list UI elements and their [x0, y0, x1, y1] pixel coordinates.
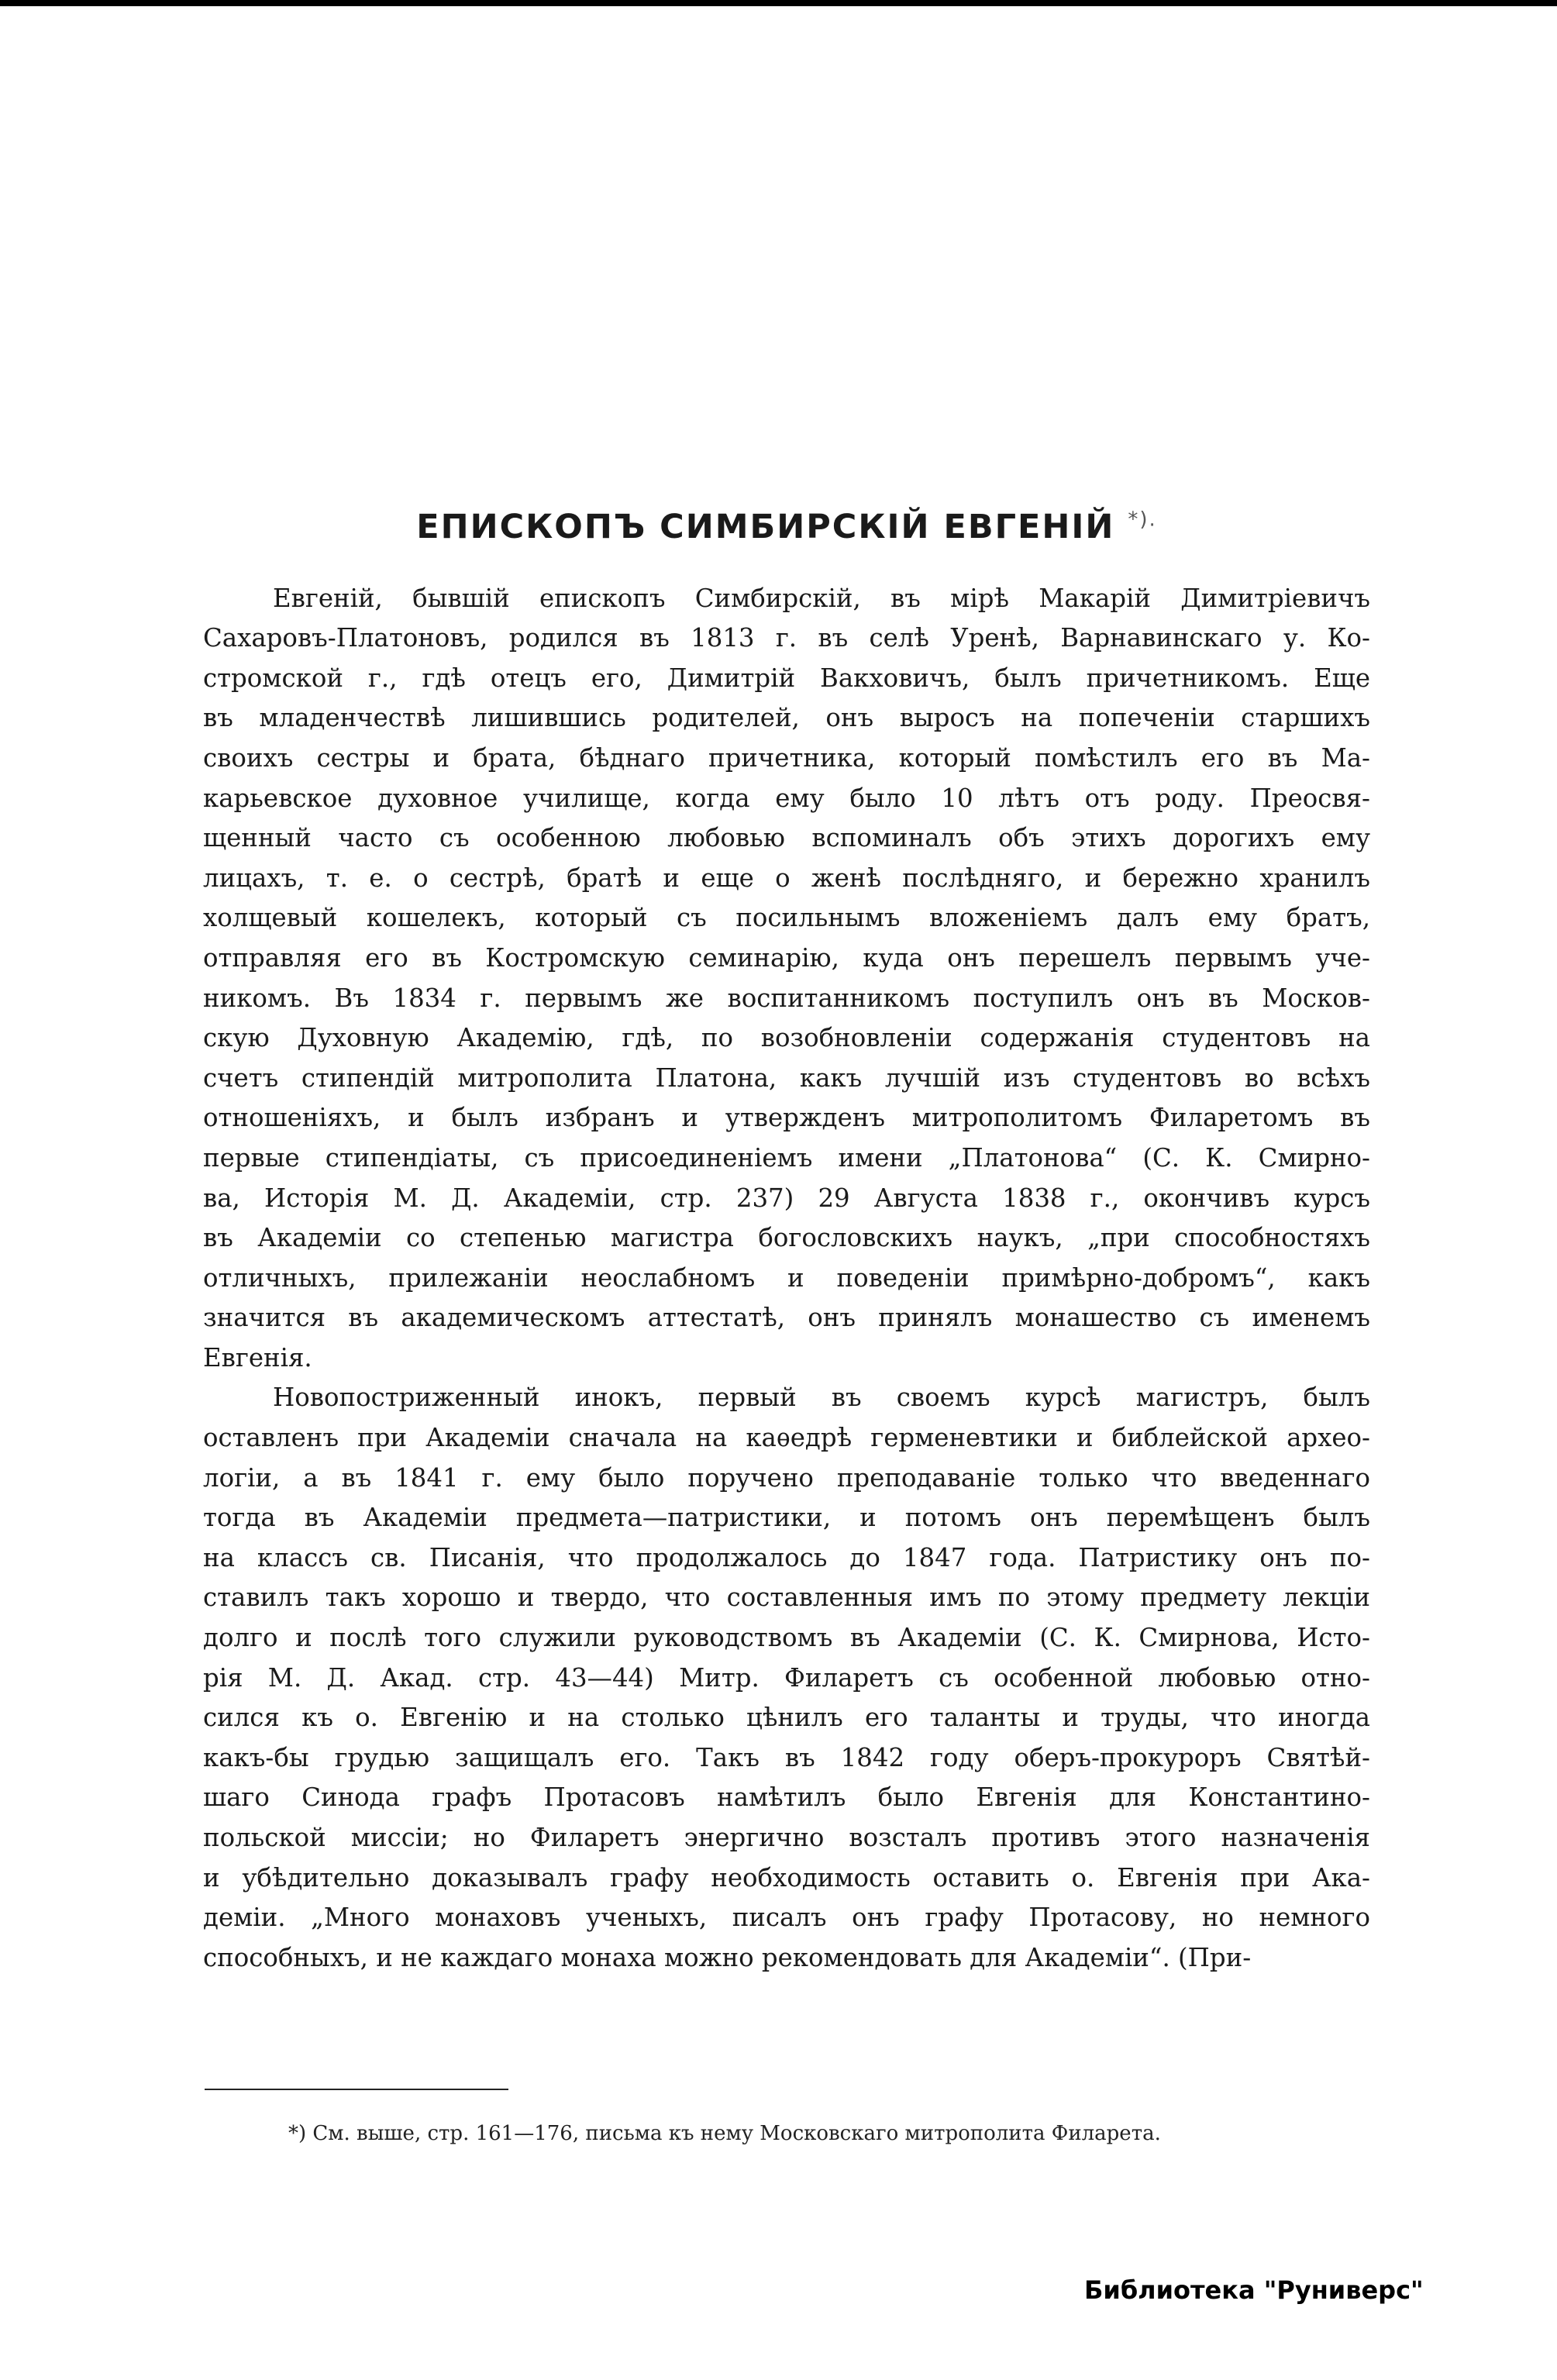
- text-line: карьевское духовное училище, когда ему было 10 лѣтъ отъ роду. Преосвя-: [203, 783, 1370, 813]
- library-watermark: Библиотека "Руниверс": [1084, 2275, 1424, 2305]
- text-line: Новопостриженный инокъ, первый въ своемъ курсѣ магистръ, былъ: [273, 1383, 1370, 1413]
- text-line: лицахъ, т. е. о сестрѣ, братѣ и еще о женѣ послѣдняго, и бережно хранилъ: [203, 863, 1370, 893]
- text-line: ва, Исторія М. Д. Академіи, стр. 237) 29 Августа 1838 г., окончивъ курсъ: [203, 1183, 1370, 1213]
- text-line: долго и послѣ того служили руководствомъ въ Академіи (С. К. Смирнова, Исто-: [203, 1623, 1370, 1653]
- text-line: шаго Синода графъ Протасовъ намѣтилъ было Евгенія для Константино-: [203, 1782, 1370, 1813]
- paragraph: [203, 579, 1370, 1379]
- text-line: холщевый кошелекъ, который съ посильнымъ вложеніемъ далъ ему братъ,: [203, 903, 1370, 933]
- text-line: скую Духовную Академію, гдѣ, по возобновленіи содержанія студентовъ на: [203, 1023, 1370, 1053]
- text-line: логіи, а въ 1841 г. ему было поручено преподаваніе только что введеннаго: [203, 1462, 1370, 1493]
- page-body: [203, 508, 1370, 1978]
- text-line: щенный часто съ особенною любовью вспоминалъ объ этихъ дорогихъ ему: [203, 823, 1370, 853]
- page-title: [203, 508, 1370, 548]
- text-line: способныхъ, и не каждаго монаха можно рекомендовать для Академіи“. (При-: [203, 1942, 1252, 1972]
- text-line: сился къ о. Евгенію и на столько цѣнилъ его таланты и труды, что иногда: [203, 1703, 1370, 1733]
- paragraph: [203, 1378, 1370, 1978]
- text-line: стромской г., гдѣ отецъ его, Димитрій Вакховичъ, былъ причетникомъ. Еще: [203, 663, 1370, 693]
- text-line: въ младенчествѣ лишившись родителей, онъ выросъ на попеченіи старшихъ: [203, 703, 1370, 733]
- text-line: какъ-бы грудью защищалъ его. Такъ въ 1842 году оберъ-прокуроръ Святѣй-: [203, 1742, 1370, 1772]
- text-line: счетъ стипендій митрополита Платона, какъ лучшій изъ студентовъ во всѣхъ: [203, 1063, 1370, 1093]
- text-line: и убѣдительно доказывалъ графу необходимость оставить о. Евгенія при Ака-: [203, 1862, 1370, 1893]
- text-line: Евгеній, бывшій епископъ Симбирскій, въ мірѣ Макарій Димитріевичъ: [273, 583, 1370, 613]
- text-line: въ Академіи со степенью магистра богословскихъ наукъ, „при способностяхъ: [203, 1223, 1370, 1253]
- text-line: отношеніяхъ, и былъ избранъ и утвержденъ митрополитомъ Филаретомъ въ: [203, 1103, 1370, 1133]
- title-text: ЕПИСКОПЪ СИМБИРСКІЙ ЕВГЕНІЙ: [416, 508, 1115, 546]
- text-line: тогда въ Академіи предмета—патристики, и потомъ онъ перемѣщенъ былъ: [203, 1503, 1370, 1533]
- text-line: рія М. Д. Акад. стр. 43—44) Митр. Филаретъ съ особенной любовью отно-: [203, 1662, 1370, 1693]
- text-line: значится въ академическомъ аттестатѣ, онъ принялъ монашество съ именемъ: [203, 1303, 1370, 1333]
- text-line: польской миссіи; но Филаретъ энергично возсталъ противъ этого назначенія: [203, 1823, 1370, 1852]
- footnote: *) См. выше, стр. 161—176, письма къ нему Московскаго митрополита Филарета.: [288, 2122, 1161, 2145]
- top-border: [0, 0, 1557, 6]
- article-text: [203, 579, 1370, 1979]
- text-line: оставленъ при Академіи сначала на каѳедрѣ герменевтики и библейской архео-: [203, 1423, 1370, 1453]
- text-line: своихъ сестры и брата, бѣднаго причетника, который помѣстилъ его въ Ма-: [203, 742, 1370, 773]
- text-line: ставилъ такъ хорошо и твердо, что составленныя имъ по этому предмету лекціи: [203, 1583, 1370, 1613]
- text-line: отправляя его въ Костромскую семинарію, куда онъ перешелъ первымъ уче-: [203, 942, 1370, 973]
- footnote-marker: *).: [1128, 508, 1157, 532]
- text-line: первые стипендіаты, съ присоединеніемъ имени „Платонова“ (С. К. Смирно-: [203, 1142, 1370, 1173]
- text-line: на классъ св. Писанія, что продолжалось до 1847 года. Патристику онъ по-: [203, 1542, 1370, 1572]
- text-line: никомъ. Въ 1834 г. первымъ же воспитанникомъ поступилъ онъ въ Москов-: [203, 983, 1370, 1013]
- text-line: деміи. „Много монаховъ ученыхъ, писалъ онъ графу Протасову, но немного: [203, 1903, 1370, 1933]
- text-line: Сахаровъ-Платоновъ, родился въ 1813 г. въ селѣ Уренѣ, Варнавинскаго у. Ко-: [203, 623, 1370, 653]
- text-line: отличныхъ, прилежаніи неослабномъ и поведеніи примѣрно-добромъ“, какъ: [203, 1262, 1370, 1293]
- footnote-divider: [205, 2089, 508, 2090]
- text-line: Евгенія.: [203, 1342, 312, 1373]
